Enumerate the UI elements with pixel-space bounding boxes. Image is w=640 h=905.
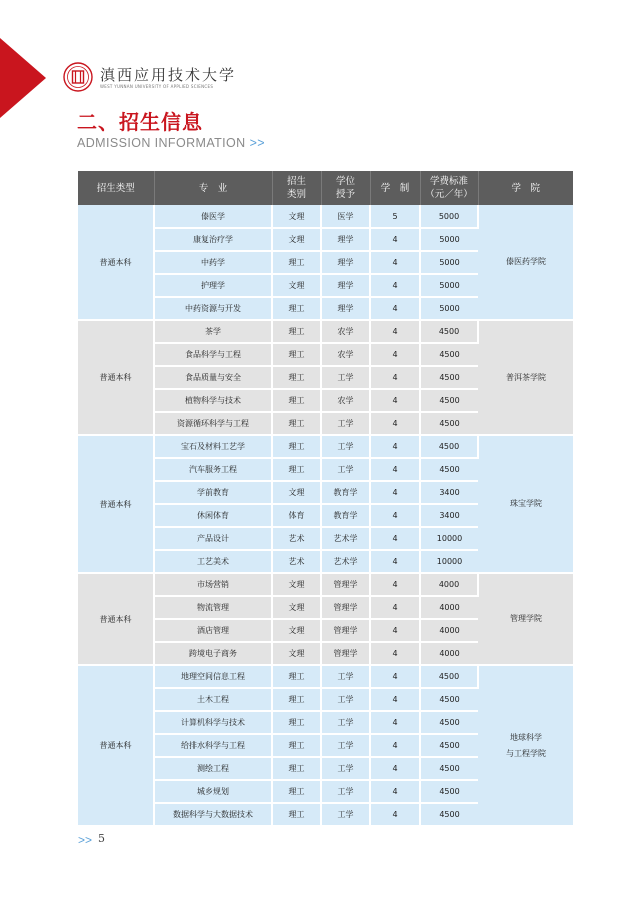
fee-cell: 4500 <box>420 734 478 757</box>
major-cell: 工艺美术 <box>154 550 272 573</box>
degree-cell: 医学 <box>321 205 370 228</box>
years-cell: 4 <box>370 596 420 619</box>
fee-cell: 4500 <box>420 343 478 366</box>
major-cell: 中药学 <box>154 251 272 274</box>
years-cell: 4 <box>370 550 420 573</box>
degree-cell: 农学 <box>321 343 370 366</box>
major-cell: 资源循环科学与工程 <box>154 412 272 435</box>
enrollment-type-cell: 普通本科 <box>78 320 154 435</box>
degree-cell: 工学 <box>321 688 370 711</box>
category-cell: 理工 <box>272 458 321 481</box>
years-cell: 4 <box>370 435 420 458</box>
major-cell: 酒店管理 <box>154 619 272 642</box>
category-cell: 理工 <box>272 412 321 435</box>
major-cell: 中药资源与开发 <box>154 297 272 320</box>
category-cell: 艺术 <box>272 527 321 550</box>
fee-cell: 5000 <box>420 274 478 297</box>
years-cell: 4 <box>370 573 420 596</box>
header-cell: 招生 类别 <box>272 171 321 205</box>
enrollment-type-cell: 普通本科 <box>78 573 154 665</box>
major-cell: 产品设计 <box>154 527 272 550</box>
major-cell: 计算机科学与技术 <box>154 711 272 734</box>
school-name: 滇西应用技术大学 <box>100 66 237 84</box>
fee-cell: 3400 <box>420 481 478 504</box>
category-cell: 理工 <box>272 435 321 458</box>
fee-cell: 5000 <box>420 297 478 320</box>
fee-cell: 5000 <box>420 228 478 251</box>
degree-cell: 艺术学 <box>321 550 370 573</box>
degree-cell: 工学 <box>321 734 370 757</box>
college-cell: 地球科学 与工程学院 <box>478 665 573 826</box>
header-cell: 学 制 <box>370 171 420 205</box>
degree-cell: 工学 <box>321 803 370 826</box>
header-cell: 专 业 <box>154 171 272 205</box>
degree-cell: 理学 <box>321 297 370 320</box>
fee-cell: 4000 <box>420 642 478 665</box>
years-cell: 4 <box>370 274 420 297</box>
category-cell: 理工 <box>272 389 321 412</box>
fee-cell: 10000 <box>420 527 478 550</box>
category-cell: 理工 <box>272 343 321 366</box>
major-cell: 跨境电子商务 <box>154 642 272 665</box>
section-subtitle-text: ADMISSION INFORMATION <box>77 136 246 150</box>
degree-cell: 工学 <box>321 458 370 481</box>
years-cell: 4 <box>370 366 420 389</box>
fee-cell: 4500 <box>420 757 478 780</box>
category-cell: 文理 <box>272 573 321 596</box>
category-cell: 文理 <box>272 642 321 665</box>
category-cell: 体育 <box>272 504 321 527</box>
table-row <box>78 435 573 458</box>
years-cell: 4 <box>370 642 420 665</box>
degree-cell: 工学 <box>321 366 370 389</box>
table-row <box>78 320 573 343</box>
major-cell: 给排水科学与工程 <box>154 734 272 757</box>
category-cell: 艺术 <box>272 550 321 573</box>
table-row <box>78 665 573 688</box>
fee-cell: 4500 <box>420 688 478 711</box>
double-chevron-icon: >> <box>78 833 93 847</box>
double-chevron-icon: >> <box>249 136 265 150</box>
years-cell: 4 <box>370 780 420 803</box>
category-cell: 理工 <box>272 780 321 803</box>
category-cell: 文理 <box>272 228 321 251</box>
years-cell: 4 <box>370 688 420 711</box>
years-cell: 4 <box>370 711 420 734</box>
major-cell: 护理学 <box>154 274 272 297</box>
years-cell: 4 <box>370 734 420 757</box>
years-cell: 4 <box>370 412 420 435</box>
header-cell: 学位 授予 <box>321 171 370 205</box>
category-cell: 文理 <box>272 205 321 228</box>
category-cell: 理工 <box>272 711 321 734</box>
category-cell: 文理 <box>272 481 321 504</box>
major-cell: 汽车服务工程 <box>154 458 272 481</box>
fee-cell: 4500 <box>420 320 478 343</box>
major-cell: 茶学 <box>154 320 272 343</box>
degree-cell: 管理学 <box>321 573 370 596</box>
school-name-en: WEST YUNNAN UNIVERSITY OF APPLIED SCIENCES <box>100 84 214 89</box>
table-header-row <box>78 171 573 205</box>
fee-cell: 10000 <box>420 550 478 573</box>
fee-cell: 4500 <box>420 803 478 826</box>
degree-cell: 理学 <box>321 274 370 297</box>
degree-cell: 管理学 <box>321 642 370 665</box>
years-cell: 4 <box>370 458 420 481</box>
category-cell: 理工 <box>272 251 321 274</box>
category-cell: 理工 <box>272 320 321 343</box>
degree-cell: 工学 <box>321 711 370 734</box>
category-cell: 理工 <box>272 665 321 688</box>
college-cell: 普洱茶学院 <box>478 320 573 435</box>
college-cell: 珠宝学院 <box>478 435 573 573</box>
college-cell: 管理学院 <box>478 573 573 665</box>
fee-cell: 4500 <box>420 665 478 688</box>
degree-cell: 理学 <box>321 228 370 251</box>
degree-cell: 工学 <box>321 665 370 688</box>
fee-cell: 4500 <box>420 389 478 412</box>
major-cell: 植物科学与技术 <box>154 389 272 412</box>
degree-cell: 教育学 <box>321 481 370 504</box>
years-cell: 4 <box>370 297 420 320</box>
admission-table <box>78 171 573 827</box>
category-cell: 文理 <box>272 596 321 619</box>
major-cell: 土木工程 <box>154 688 272 711</box>
years-cell: 4 <box>370 504 420 527</box>
fee-cell: 5000 <box>420 205 478 228</box>
major-cell: 傣医学 <box>154 205 272 228</box>
enrollment-type-cell: 普通本科 <box>78 435 154 573</box>
years-cell: 4 <box>370 803 420 826</box>
category-cell: 理工 <box>272 734 321 757</box>
degree-cell: 工学 <box>321 780 370 803</box>
years-cell: 4 <box>370 251 420 274</box>
table-body <box>78 205 573 826</box>
degree-cell: 工学 <box>321 435 370 458</box>
fee-cell: 4500 <box>420 780 478 803</box>
header-cell: 招生类型 <box>78 171 154 205</box>
major-cell: 测绘工程 <box>154 757 272 780</box>
years-cell: 4 <box>370 527 420 550</box>
years-cell: 4 <box>370 343 420 366</box>
category-cell: 理工 <box>272 366 321 389</box>
degree-cell: 教育学 <box>321 504 370 527</box>
major-cell: 城乡规划 <box>154 780 272 803</box>
degree-cell: 艺术学 <box>321 527 370 550</box>
years-cell: 4 <box>370 481 420 504</box>
category-cell: 文理 <box>272 274 321 297</box>
degree-cell: 管理学 <box>321 619 370 642</box>
fee-cell: 4000 <box>420 573 478 596</box>
college-cell: 傣医药学院 <box>478 205 573 320</box>
major-cell: 地理空间信息工程 <box>154 665 272 688</box>
major-cell: 食品科学与工程 <box>154 343 272 366</box>
major-cell: 宝石及材料工艺学 <box>154 435 272 458</box>
category-cell: 理工 <box>272 803 321 826</box>
category-cell: 理工 <box>272 688 321 711</box>
section-subtitle <box>77 136 265 150</box>
major-cell: 食品质量与安全 <box>154 366 272 389</box>
fee-cell: 5000 <box>420 251 478 274</box>
years-cell: 4 <box>370 228 420 251</box>
degree-cell: 理学 <box>321 251 370 274</box>
degree-cell: 管理学 <box>321 596 370 619</box>
category-cell: 理工 <box>272 297 321 320</box>
school-logo-icon <box>63 62 93 92</box>
enrollment-type-cell: 普通本科 <box>78 665 154 826</box>
fee-cell: 4500 <box>420 458 478 481</box>
major-cell: 学前教育 <box>154 481 272 504</box>
section-title: 二、招生信息 <box>77 110 203 134</box>
major-cell: 康复治疗学 <box>154 228 272 251</box>
header-cell: 学费标准 （元／年） <box>420 171 478 205</box>
fee-cell: 4500 <box>420 435 478 458</box>
fee-cell: 4000 <box>420 596 478 619</box>
table-row <box>78 573 573 596</box>
years-cell: 5 <box>370 205 420 228</box>
fee-cell: 4500 <box>420 711 478 734</box>
enrollment-type-cell: 普通本科 <box>78 205 154 320</box>
years-cell: 4 <box>370 389 420 412</box>
years-cell: 4 <box>370 757 420 780</box>
fee-cell: 4500 <box>420 366 478 389</box>
years-cell: 4 <box>370 665 420 688</box>
major-cell: 休闲体育 <box>154 504 272 527</box>
fee-cell: 4500 <box>420 412 478 435</box>
degree-cell: 工学 <box>321 757 370 780</box>
degree-cell: 工学 <box>321 412 370 435</box>
degree-cell: 农学 <box>321 389 370 412</box>
major-cell: 数据科学与大数据技术 <box>154 803 272 826</box>
years-cell: 4 <box>370 320 420 343</box>
major-cell: 市场营销 <box>154 573 272 596</box>
major-cell: 物流管理 <box>154 596 272 619</box>
degree-cell: 农学 <box>321 320 370 343</box>
header-cell: 学 院 <box>478 171 573 205</box>
page-number: 5 <box>98 832 105 845</box>
table-row <box>78 205 573 228</box>
corner-decoration <box>0 38 46 118</box>
category-cell: 文理 <box>272 619 321 642</box>
fee-cell: 4000 <box>420 619 478 642</box>
fee-cell: 3400 <box>420 504 478 527</box>
category-cell: 理工 <box>272 757 321 780</box>
years-cell: 4 <box>370 619 420 642</box>
